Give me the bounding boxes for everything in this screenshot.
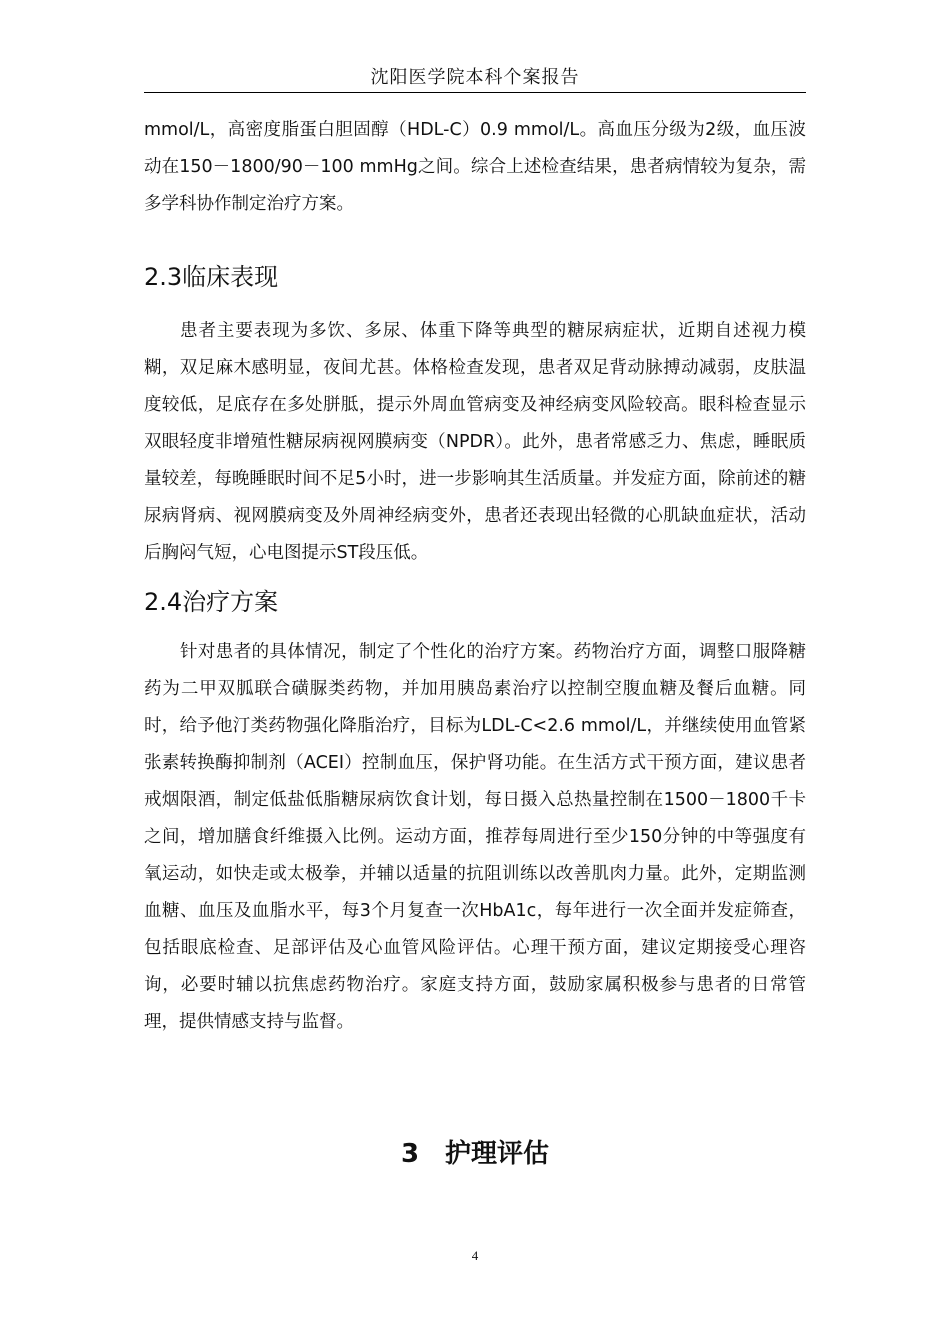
chapter-heading [144,1134,806,1174]
page-header: 沈阳医学院本科个案报告 [144,64,806,93]
paragraph-treatment-plan: 针对患者的具体情况，制定了个性化的治疗方案。药物治疗方面，调整口服降糖药为二甲双胍联合磺脲类药物，并加用胰岛素治疗以控制空腹血糖及餐后血糖。同时，给予他汀类药物强化降脂治疗，目标为LDL-C<2.6 mmol/L，并继续使用血管紧张素转换酶抑制剂（ACEI）控制血压，保护肾功能。在生活方式干预方面，建议患者戒烟限酒，制定低盐低脂糖尿病饮食计划，每日摄入总热量控制在1500－1800千卡之间，增加膳食纤维摄入比例。运动方面，推荐每周进行至少150分钟的中等强度有氧运动，如快走或太极拳，并辅以适量的抗阻训练以改善肌肉力量。此外，定期监测血糖、血压及血脂水平，每3个月复查一次HbA1c，每年进行一次全面并发症筛查，包括眼底检查、足部评估及心血管风险评估。心理干预方面，建议定期接受心理咨询，必要时辅以抗焦虑药物治疗。家庭支持方面，鼓励家属积极参与患者的日常管理，提供情感支持与监督。 [144,642,806,1032]
section-heading-clinical: 2.3临床表现 [144,263,279,291]
section-heading-treatment: 2.4治疗方案 [144,588,279,616]
paragraph-lab-results: mmol/L，高密度脂蛋白胆固醇（HDL-C）0.9 mmol/L。高血压分级为2级，血压波动在150－1800/90－100 mmHg之间。综合上述检查结果，患者病情较为复杂，需多学科协作制定治疗方案。 [144,120,806,214]
chapter-title: 护理评估 [445,1139,550,1169]
page-number: 4 [471,1248,479,1263]
chapter-number: 3 [400,1139,420,1169]
paragraph-clinical-presentation: 患者主要表现为多饮、多尿、体重下降等典型的糖尿病症状，近期自述视力模糊，双足麻木感明显，夜间尤甚。体格检查发现，患者双足背动脉搏动减弱，皮肤温度较低，足底存在多处胼胝，提示外周血管病变及神经病变风险较高。眼科检查显示双眼轻度非增殖性糖尿病视网膜病变（NPDR）。此外，患者常感乏力、焦虑，睡眠质量较差，每晚睡眠时间不足5小时，进一步影响其生活质量。并发症方面，除前述的糖尿病肾病、视网膜病变及外周神经病变外，患者还表现出轻微的心肌缺血症状，活动后胸闷气短，心电图提示ST段压低。 [144,321,806,563]
